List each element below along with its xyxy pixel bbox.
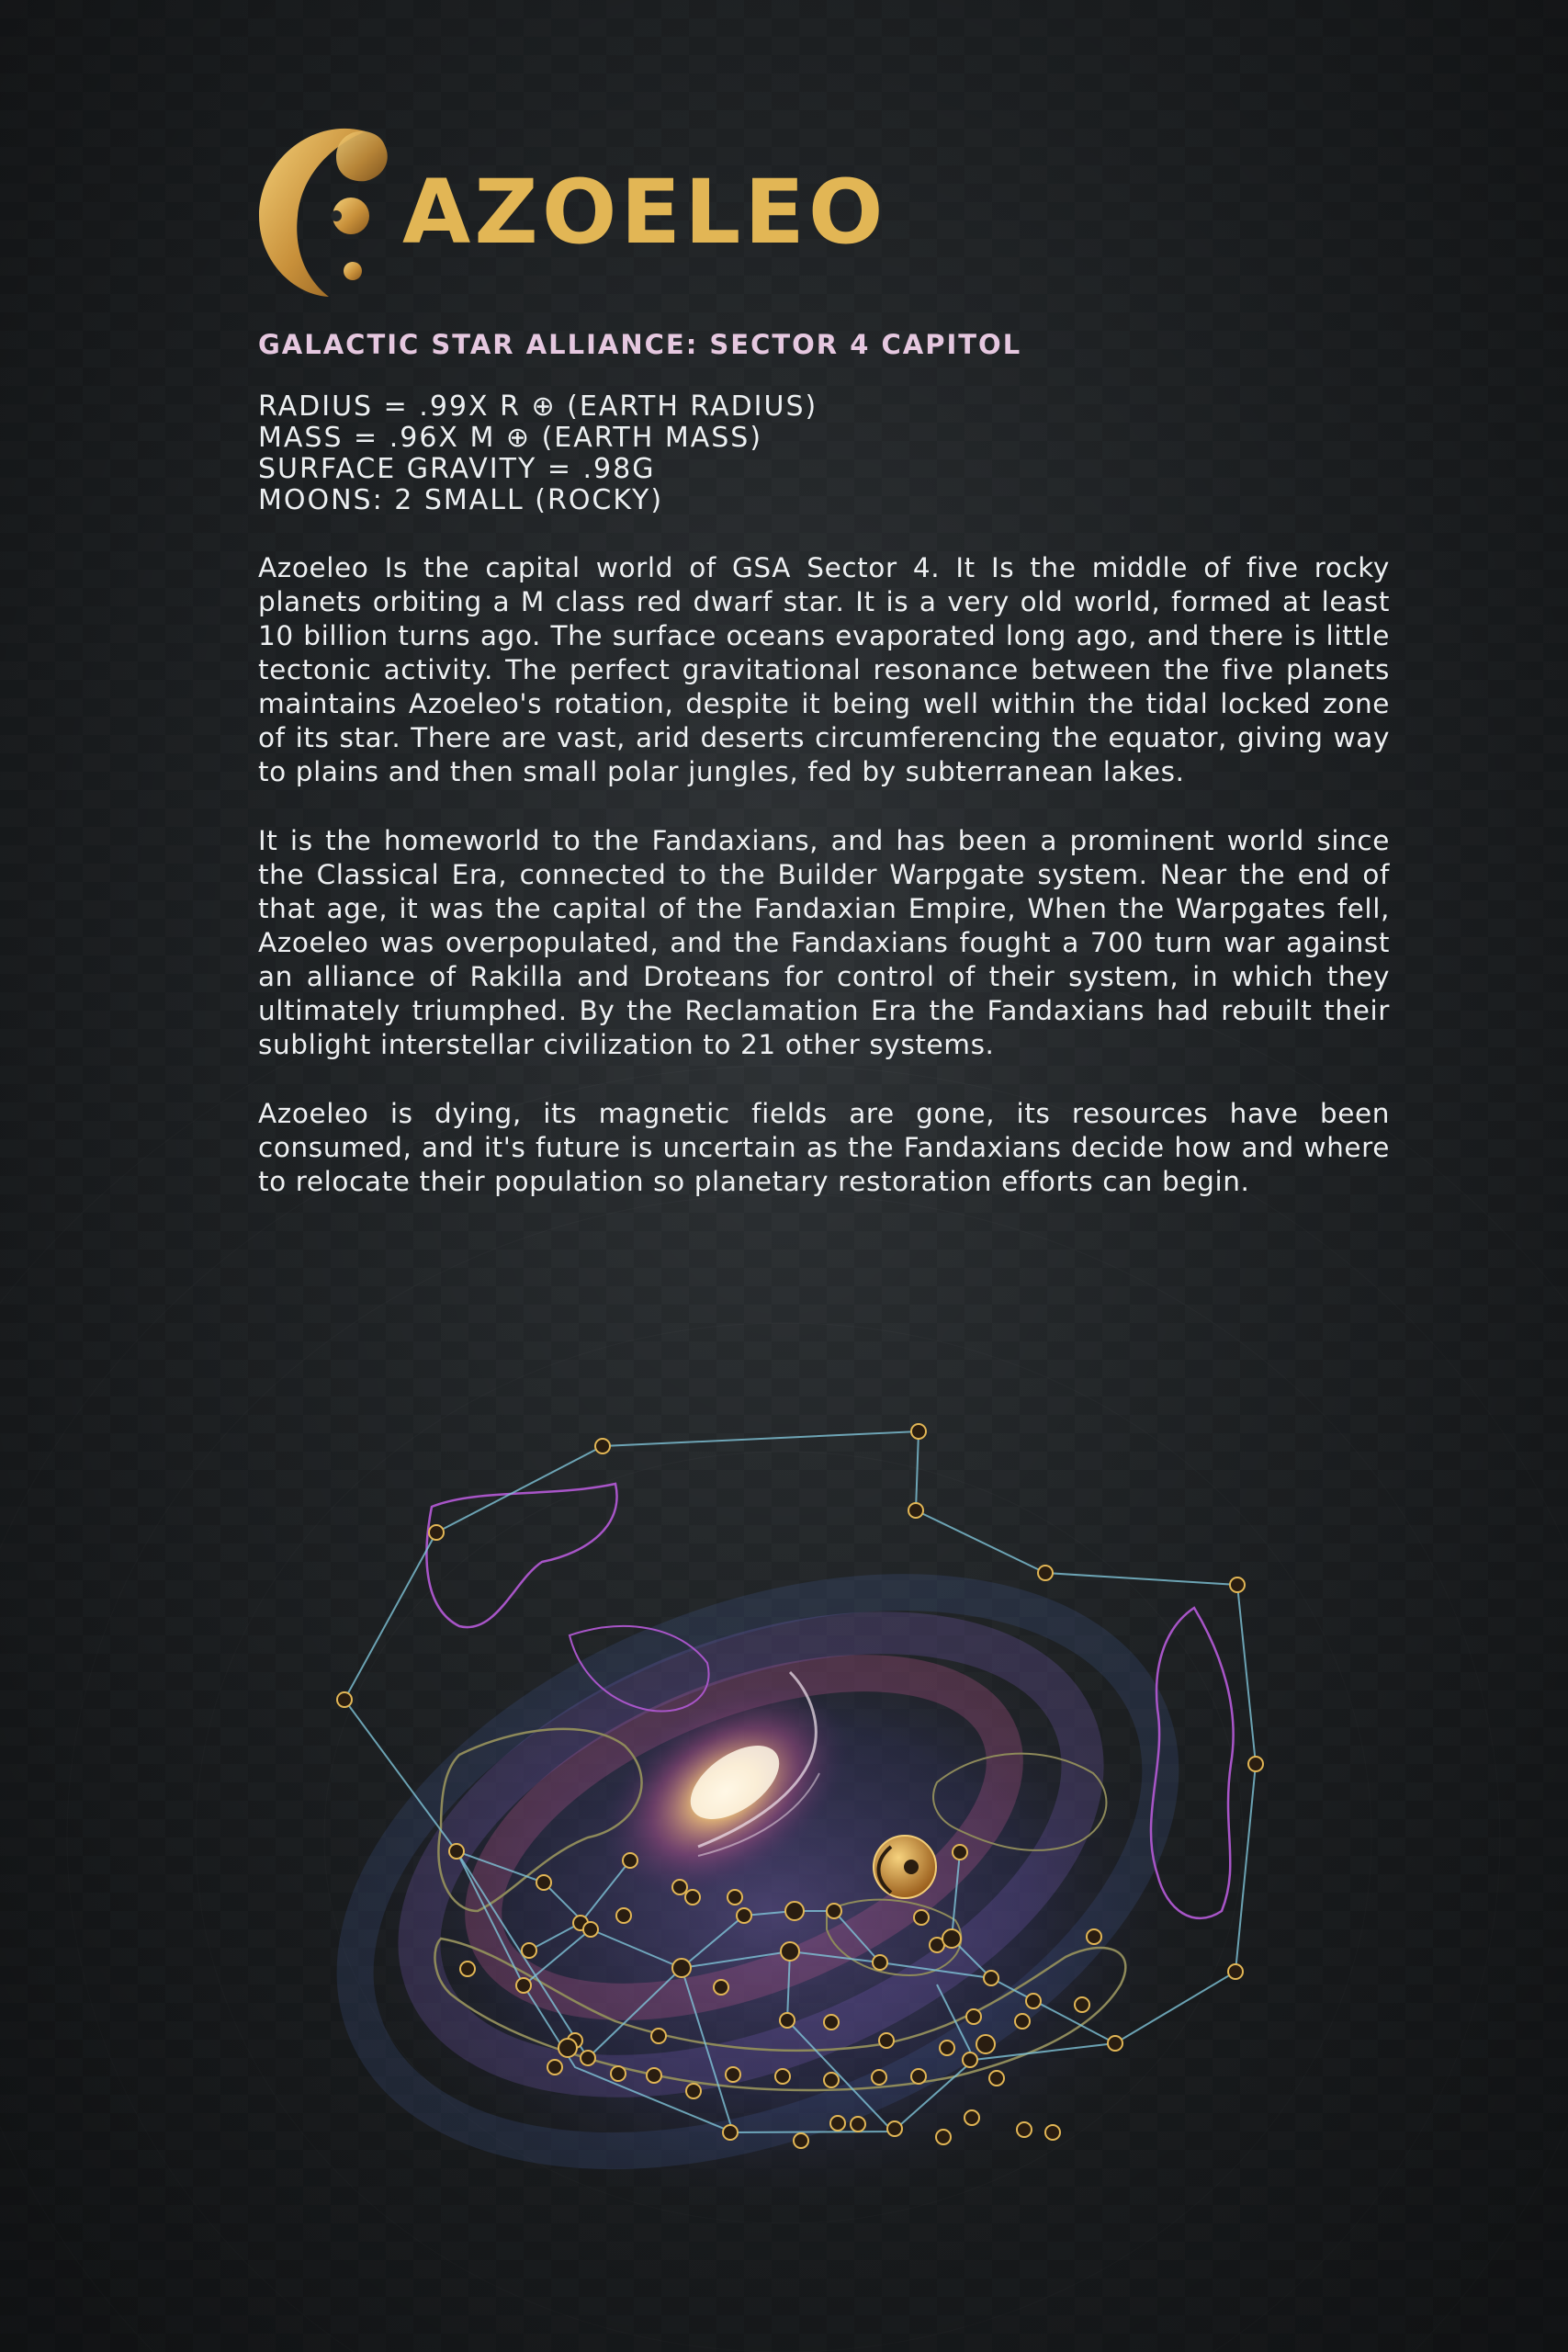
description [258,551,1390,1234]
azoeleo-planet-marker-icon [874,1836,936,1898]
paragraph-future: Azoeleo is dying, its magnetic fields are gone, its resources have been consumed, and it's future is uncertain as the Fandaxians decide how and where to relocate their population so planetary restoration efforts can begin. [258,1098,1390,1197]
stat-moons: MOONS: 2 SMALL (ROCKY) [258,484,664,516]
subtitle: GALACTIC STAR ALLIANCE: SECTOR 4 CAPITOL [258,329,1022,360]
galaxy-body [312,1483,1243,2242]
planet-stats [258,391,818,516]
stat-radius: RADIUS = .99X R ⊕ (EARTH RADIUS) [258,390,818,423]
header [257,124,992,299]
galaxy-map [312,1396,1323,2242]
paragraph-overview: Azoeleo Is the capital world of GSA Sector 4. It Is the middle of five rocky planets orbiting a M class red dwarf star. It is a very old world, formed at least 10 billion turns ago. The surface oceans evaporated long ago, and there is little tectonic activity. The perfect gravitational resonance between the five planets maintains Azoeleo's rotation, despite it being well within the tidal locked zone of its star. There are vast, arid deserts circumferencing the equator, giving way to plains and then small polar jungles, fed by subterranean lakes. [258,552,1390,787]
stat-gravity: SURFACE GRAVITY = .98G [258,453,656,485]
paragraph-history: It is the homeworld to the Fandaxians, and has been a prominent world since the Classical Era, connected to the Builder Warpgate system. Near the end of that age, it was the capital of the Fandaxian Empire, When the Warpgates fell, Azoeleo was overpopulated, and the Fandaxians fought a 700 turn war against an alliance of Rakilla and Droteans for control of their system, in which they ultimately triumphed. By the Reclamation Era the Fandaxians had rebuilt their sublight interstellar civilization to 21 other systems. [258,825,1390,1060]
page-title: AZOELEO [402,161,887,264]
azoeleo-logo-icon [257,124,395,299]
stat-mass: MASS = .96X M ⊕ (EARTH MASS) [258,422,763,454]
